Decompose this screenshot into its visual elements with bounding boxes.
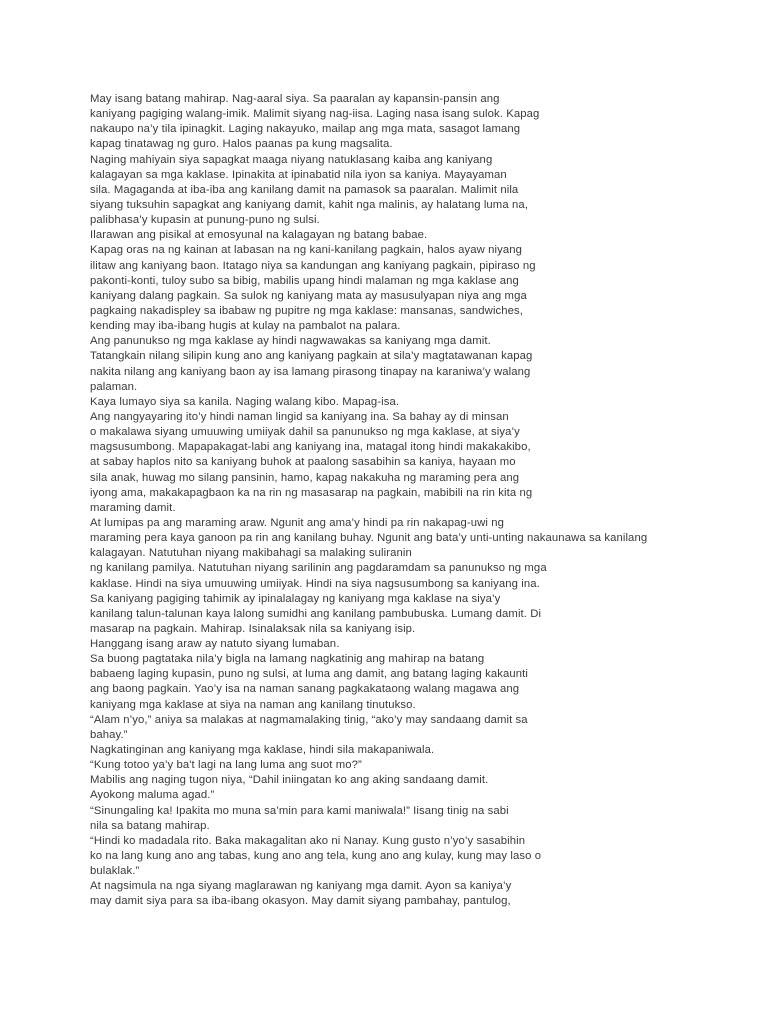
- text-line: nila sa batang mahirap.: [90, 819, 210, 832]
- text-line: At lumipas pa ang maraming araw. Ngunit ang ama’y hindi pa rin nakapag-uwi ng: [90, 516, 504, 529]
- text-line: kending may iba-ibang hugis at kulay na pambalot na palara.: [90, 320, 401, 333]
- text-line: iyong ama, makakapagbaon ka na rin ng masasarap na pagkain, mabibili na rin kita ng: [90, 486, 533, 499]
- text-line: bulaklak.”: [90, 865, 140, 878]
- text-line: Sa buong pagtataka nila’y bigla na lamang nagkatinig ang mahirap na batang: [90, 653, 485, 666]
- text-line: siyang tuksuhin sapagkat ang kaniyang damit, kahit nga malinis, ay halatang luma na,: [90, 198, 528, 211]
- text-line: Sa kaniyang pagiging tahimik ay ipinalalagay ng kaniyang mga kaklase na siya’y: [90, 592, 501, 605]
- text-line: may damit siya para sa iba-ibang okasyon. May damit siyang pambahay, pantulog,: [90, 895, 511, 908]
- text-line: Naging mahiyain siya sapagkat maaga niyang natuklasang kaiba ang kaniyang: [90, 153, 493, 166]
- text-line: babaeng laging kupasin, puno ng sulsi, at luma ang damit, ang batang laging kakaunti: [90, 668, 528, 681]
- text-line: Kaya lumayo siya sa kanila. Naging walang kibo. Mapag-isa.: [90, 395, 400, 408]
- text-line: May isang batang mahirap. Nag-aaral siya. Sa paaralan ay kapansin-pansin ang: [90, 93, 500, 105]
- text-line: maraming pera kaya ganoon pa rin ang kanilang buhay. Ngunit ang bata’y unti-unting nakaunawa sa kanilang: [90, 532, 648, 545]
- text-line: palibhasa’y kupasin at punung-puno ng sulsi.: [90, 214, 320, 227]
- text-line: kalagayan. Natutuhan niyang makibahagi sa malaking suliranin: [90, 547, 412, 560]
- text-line: pakonti-konti, tuloy subo sa bibig, mabilis upang hindi malaman ng mga kaklase ang: [90, 274, 519, 287]
- text-line: kanilang talun-talunan kaya lalong sumidhi ang kanilang pambubuska. Lumang damit. Di: [90, 607, 542, 620]
- text-line: ng kanilang pamilya. Natutuhan niyang sarilinin ang pagdaramdam sa panunukso ng mga: [90, 562, 547, 575]
- text-line: masarap na pagkain. Mahirap. Isinalaksak nila sa kaniyang isip.: [90, 622, 416, 635]
- text-line: Hanggang isang araw ay natuto siyang lumaban.: [90, 638, 340, 651]
- text-line: ang baong pagkain. Yao’y isa na naman sanang pagkakataong walang magawa ang: [90, 683, 520, 696]
- text-line: Kapag oras na ng kainan at labasan na ng kani-kanilang pagkain, halos ayaw niyang: [90, 244, 523, 257]
- text-line: bahay.”: [90, 728, 128, 741]
- text-line: at sabay haplos nito sa kaniyang buhok at paalong sasabihin sa kaniya, hayaan mo: [90, 456, 516, 469]
- text-line: kalagayan sa mga kaklase. Ipinakita at ipinabatid nila iyon sa kaniya. Mayayaman: [90, 168, 507, 181]
- text-line: o makalawa siyang umuuwing umiiyak dahil sa panunukso ng mga kaklase, at siya’y: [90, 426, 520, 439]
- text-line: sila anak, huwag mo silang pansinin, hamo, kapag nakakuha ng maraming pera ang: [90, 471, 520, 484]
- text-line: Ang panunukso ng mga kaklase ay hindi nagwawakas sa kaniyang mga damit.: [90, 335, 491, 348]
- text-line: kaniyang mga kaklase at siya na naman ang kanilang tinutukso.: [90, 698, 416, 711]
- text-line: Ayokong maluma agad.”: [90, 789, 215, 802]
- text-line: pagkaing nakadispley sa ibabaw ng pupitre ng mga kaklase: mansanas, sandwiches,: [90, 304, 524, 317]
- text-line: kaniyang dalang pagkain. Sa sulok ng kaniyang mata ay masusulyapan niya ang mga: [90, 289, 527, 302]
- text-line: kaklase. Hindi na siya umuuwing umiiyak. Hindi na siya nagsusumbong sa kaniyang ina.: [90, 577, 540, 590]
- text-line: “Hindi ko madadala rito. Baka makagalitan ako ni Nanay. Kung gusto n’yo’y sasabihin: [90, 834, 526, 847]
- text-line: sila. Magaganda at iba-iba ang kanilang damit na pamasok sa paaralan. Malimit nila: [90, 183, 519, 196]
- text-line: “Alam n’yo,” aniya sa malakas at nagmamalaking tinig, “ako’y may sandaang damit sa: [90, 713, 528, 726]
- text-line: maraming damit.: [90, 501, 176, 514]
- text-line: ko na lang kung ano ang tabas, kung ano ang tela, kung ano ang kulay, kung may laso o: [90, 850, 542, 863]
- text-line: nakaupo na’y tila ipinagkit. Laging nakayuko, mailap ang mga mata, sasagot lamang: [90, 123, 521, 136]
- text-line: Ilarawan ang pisikal at emosyunal na kalagayan ng batang babae.: [90, 229, 428, 242]
- text-line: nakita nilang ang kaniyang baon ay isa lamang pirasong tinapay na karaniwa’y walang: [90, 365, 531, 378]
- story-text: [90, 92, 690, 910]
- text-line: kapag tinatawag ng guro. Halos paanas pa kung magsalita.: [90, 138, 393, 151]
- text-line: kaniyang pagiging walang-imik. Malimit siyang nag-iisa. Laging nasa isang sulok. Kapag: [90, 108, 540, 121]
- text-line: Mabilis ang naging tugon niya, “Dahil iniingatan ko ang aking sandaang damit.: [90, 774, 489, 787]
- text-line: Tatangkain nilang silipin kung ano ang kaniyang pagkain at sila’y magtatawanan kapag: [90, 350, 533, 363]
- text-line: At nagsimula na nga siyang maglarawan ng kaniyang mga damit. Ayon sa kaniya’y: [90, 880, 512, 893]
- text-line: ilitaw ang kaniyang baon. Itatago niya sa kandungan ang kaniyang pagkain, pipiraso ng: [90, 259, 536, 272]
- text-line: palaman.: [90, 380, 138, 393]
- text-line: “Kung totoo ya’y ba't lagi na lang luma ang suot mo?”: [90, 759, 362, 772]
- text-line: magsusumbong. Mapapakagat-labi ang kaniyang ina, matagal itong hindi makakakibo,: [90, 441, 531, 454]
- text-line: Ang nangyayaring ito’y hindi naman lingid sa kaniyang ina. Sa bahay ay di minsan: [90, 410, 509, 423]
- text-line: Nagkatinginan ang kaniyang mga kaklase, hindi sila makapaniwala.: [90, 744, 435, 757]
- text-line: “Sinungaling ka! Ipakita mo muna sa’min para kami maniwala!” Iisang tinig na sabi: [90, 804, 509, 817]
